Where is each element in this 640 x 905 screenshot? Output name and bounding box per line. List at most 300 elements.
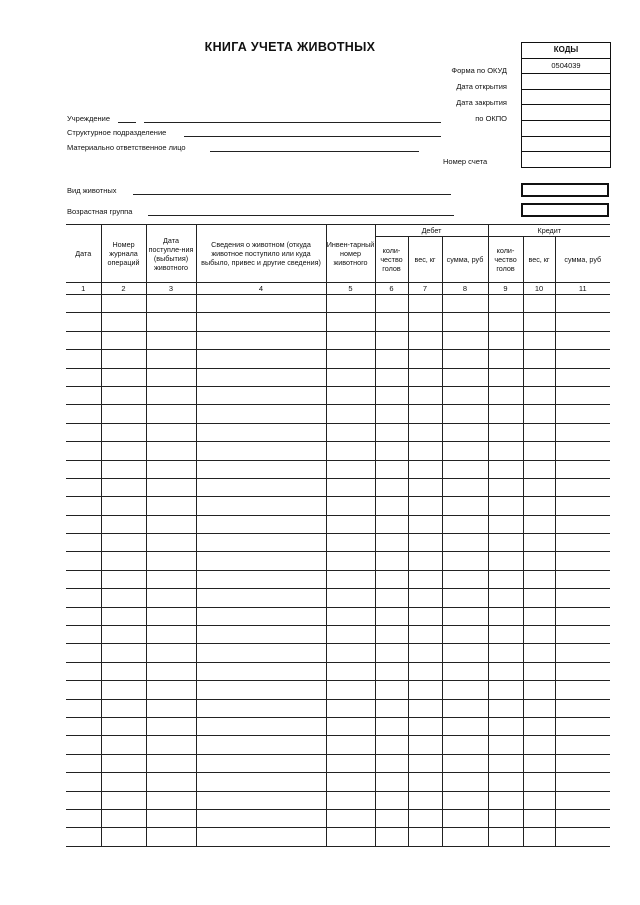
table-cell[interactable] — [442, 386, 488, 404]
table-cell[interactable] — [66, 681, 101, 699]
table-cell[interactable] — [555, 607, 610, 625]
table-cell[interactable] — [326, 681, 375, 699]
table-cell[interactable] — [375, 607, 408, 625]
table-cell[interactable] — [326, 478, 375, 496]
table-cell[interactable] — [555, 589, 610, 607]
table-cell[interactable] — [442, 809, 488, 827]
table-cell[interactable] — [555, 570, 610, 588]
table-cell[interactable] — [66, 570, 101, 588]
table-cell[interactable] — [196, 662, 326, 680]
table-cell[interactable] — [442, 754, 488, 772]
table-cell[interactable] — [196, 828, 326, 846]
table-cell[interactable] — [146, 607, 196, 625]
table-cell[interactable] — [375, 442, 408, 460]
table-cell[interactable] — [101, 607, 146, 625]
table-cell[interactable] — [146, 442, 196, 460]
table-cell[interactable] — [488, 442, 523, 460]
table-cell[interactable] — [488, 386, 523, 404]
table-cell[interactable] — [442, 313, 488, 331]
table-cell[interactable] — [66, 497, 101, 515]
table-cell[interactable] — [101, 828, 146, 846]
table-cell[interactable] — [66, 534, 101, 552]
table-cell[interactable] — [555, 552, 610, 570]
institution-line[interactable] — [144, 122, 441, 123]
table-cell[interactable] — [555, 313, 610, 331]
table-cell[interactable] — [523, 534, 555, 552]
table-cell[interactable] — [523, 809, 555, 827]
table-cell[interactable] — [146, 423, 196, 441]
age-group-code-box[interactable] — [521, 203, 609, 217]
table-cell[interactable] — [523, 828, 555, 846]
table-cell[interactable] — [555, 828, 610, 846]
table-cell[interactable] — [66, 736, 101, 754]
table-cell[interactable] — [101, 368, 146, 386]
table-cell[interactable] — [101, 478, 146, 496]
table-cell[interactable] — [375, 699, 408, 717]
table-cell[interactable] — [326, 331, 375, 349]
table-cell[interactable] — [488, 717, 523, 735]
table-cell[interactable] — [442, 828, 488, 846]
table-cell[interactable] — [326, 442, 375, 460]
table-cell[interactable] — [488, 681, 523, 699]
table-cell[interactable] — [101, 295, 146, 313]
table-cell[interactable] — [146, 313, 196, 331]
table-cell[interactable] — [146, 534, 196, 552]
table-cell[interactable] — [555, 809, 610, 827]
table-cell[interactable] — [555, 405, 610, 423]
table-cell[interactable] — [196, 570, 326, 588]
table-cell[interactable] — [555, 791, 610, 809]
table-cell[interactable] — [555, 442, 610, 460]
table-cell[interactable] — [488, 423, 523, 441]
table-cell[interactable] — [326, 497, 375, 515]
table-cell[interactable] — [146, 460, 196, 478]
table-cell[interactable] — [146, 570, 196, 588]
table-cell[interactable] — [101, 809, 146, 827]
table-cell[interactable] — [442, 699, 488, 717]
table-cell[interactable] — [442, 791, 488, 809]
table-cell[interactable] — [408, 717, 442, 735]
table-cell[interactable] — [326, 295, 375, 313]
table-cell[interactable] — [101, 773, 146, 791]
table-cell[interactable] — [375, 644, 408, 662]
table-cell[interactable] — [375, 662, 408, 680]
table-cell[interactable] — [555, 754, 610, 772]
table-cell[interactable] — [442, 478, 488, 496]
table-cell[interactable] — [101, 331, 146, 349]
table-cell[interactable] — [146, 828, 196, 846]
table-cell[interactable] — [375, 350, 408, 368]
table-cell[interactable] — [101, 497, 146, 515]
table-cell[interactable] — [146, 791, 196, 809]
table-cell[interactable] — [146, 644, 196, 662]
table-cell[interactable] — [66, 809, 101, 827]
table-cell[interactable] — [442, 405, 488, 423]
table-cell[interactable] — [523, 791, 555, 809]
table-cell[interactable] — [408, 809, 442, 827]
table-cell[interactable] — [375, 460, 408, 478]
table-cell[interactable] — [146, 478, 196, 496]
table-cell[interactable] — [408, 644, 442, 662]
table-cell[interactable] — [442, 295, 488, 313]
table-cell[interactable] — [326, 589, 375, 607]
table-cell[interactable] — [488, 754, 523, 772]
table-cell[interactable] — [523, 607, 555, 625]
table-cell[interactable] — [326, 570, 375, 588]
table-cell[interactable] — [101, 423, 146, 441]
table-cell[interactable] — [488, 589, 523, 607]
table-cell[interactable] — [555, 350, 610, 368]
okpo-field[interactable] — [522, 104, 610, 120]
table-cell[interactable] — [523, 331, 555, 349]
animal-type-code-box[interactable] — [521, 183, 609, 197]
table-cell[interactable] — [326, 791, 375, 809]
table-cell[interactable] — [523, 368, 555, 386]
table-cell[interactable] — [555, 386, 610, 404]
table-cell[interactable] — [488, 460, 523, 478]
table-cell[interactable] — [196, 478, 326, 496]
table-cell[interactable] — [101, 589, 146, 607]
table-cell[interactable] — [326, 773, 375, 791]
table-cell[interactable] — [555, 368, 610, 386]
table-cell[interactable] — [146, 809, 196, 827]
table-cell[interactable] — [408, 773, 442, 791]
table-cell[interactable] — [523, 662, 555, 680]
table-cell[interactable] — [326, 534, 375, 552]
table-cell[interactable] — [326, 350, 375, 368]
table-cell[interactable] — [488, 828, 523, 846]
table-cell[interactable] — [196, 350, 326, 368]
table-cell[interactable] — [196, 313, 326, 331]
table-cell[interactable] — [442, 626, 488, 644]
table-cell[interactable] — [442, 350, 488, 368]
table-cell[interactable] — [66, 350, 101, 368]
table-cell[interactable] — [442, 773, 488, 791]
table-cell[interactable] — [101, 534, 146, 552]
table-cell[interactable] — [442, 589, 488, 607]
table-cell[interactable] — [66, 331, 101, 349]
table-cell[interactable] — [488, 331, 523, 349]
table-cell[interactable] — [408, 626, 442, 644]
table-cell[interactable] — [375, 626, 408, 644]
table-cell[interactable] — [375, 423, 408, 441]
table-cell[interactable] — [442, 331, 488, 349]
table-cell[interactable] — [196, 405, 326, 423]
table-cell[interactable] — [101, 699, 146, 717]
table-cell[interactable] — [555, 626, 610, 644]
table-cell[interactable] — [555, 423, 610, 441]
table-cell[interactable] — [408, 295, 442, 313]
table-cell[interactable] — [555, 699, 610, 717]
table-cell[interactable] — [196, 773, 326, 791]
table-cell[interactable] — [555, 295, 610, 313]
table-cell[interactable] — [555, 717, 610, 735]
date-close-field[interactable] — [522, 89, 610, 105]
table-cell[interactable] — [488, 368, 523, 386]
table-cell[interactable] — [326, 809, 375, 827]
table-cell[interactable] — [375, 754, 408, 772]
table-cell[interactable] — [326, 662, 375, 680]
table-cell[interactable] — [523, 754, 555, 772]
table-cell[interactable] — [408, 534, 442, 552]
table-cell[interactable] — [408, 442, 442, 460]
table-cell[interactable] — [555, 662, 610, 680]
table-cell[interactable] — [375, 368, 408, 386]
table-cell[interactable] — [523, 626, 555, 644]
table-cell[interactable] — [101, 736, 146, 754]
table-cell[interactable] — [146, 736, 196, 754]
table-cell[interactable] — [523, 460, 555, 478]
table-cell[interactable] — [196, 386, 326, 404]
table-cell[interactable] — [523, 386, 555, 404]
table-cell[interactable] — [488, 791, 523, 809]
table-cell[interactable] — [326, 515, 375, 533]
table-cell[interactable] — [146, 552, 196, 570]
table-cell[interactable] — [326, 423, 375, 441]
table-cell[interactable] — [375, 386, 408, 404]
table-cell[interactable] — [326, 313, 375, 331]
table-cell[interactable] — [488, 626, 523, 644]
table-cell[interactable] — [66, 791, 101, 809]
table-cell[interactable] — [326, 717, 375, 735]
table-cell[interactable] — [326, 626, 375, 644]
table-cell[interactable] — [326, 460, 375, 478]
table-cell[interactable] — [408, 828, 442, 846]
table-cell[interactable] — [555, 331, 610, 349]
table-cell[interactable] — [146, 515, 196, 533]
table-cell[interactable] — [555, 681, 610, 699]
table-cell[interactable] — [66, 423, 101, 441]
table-cell[interactable] — [101, 386, 146, 404]
table-cell[interactable] — [66, 662, 101, 680]
okud-code-field[interactable]: 0504039 — [522, 58, 610, 74]
table-cell[interactable] — [408, 368, 442, 386]
table-cell[interactable] — [146, 331, 196, 349]
table-cell[interactable] — [66, 589, 101, 607]
table-cell[interactable] — [408, 497, 442, 515]
table-cell[interactable] — [442, 662, 488, 680]
table-cell[interactable] — [101, 313, 146, 331]
table-cell[interactable] — [488, 607, 523, 625]
table-cell[interactable] — [375, 313, 408, 331]
code-field-extra-1[interactable] — [522, 120, 610, 136]
table-cell[interactable] — [66, 773, 101, 791]
table-cell[interactable] — [442, 644, 488, 662]
table-cell[interactable] — [196, 515, 326, 533]
table-cell[interactable] — [101, 442, 146, 460]
table-cell[interactable] — [196, 681, 326, 699]
table-cell[interactable] — [488, 534, 523, 552]
table-cell[interactable] — [326, 405, 375, 423]
table-cell[interactable] — [408, 570, 442, 588]
table-cell[interactable] — [408, 754, 442, 772]
table-cell[interactable] — [196, 331, 326, 349]
table-cell[interactable] — [555, 736, 610, 754]
table-cell[interactable] — [375, 295, 408, 313]
table-cell[interactable] — [326, 386, 375, 404]
table-cell[interactable] — [196, 534, 326, 552]
table-cell[interactable] — [196, 442, 326, 460]
table-cell[interactable] — [196, 589, 326, 607]
table-cell[interactable] — [523, 295, 555, 313]
table-cell[interactable] — [101, 570, 146, 588]
table-cell[interactable] — [146, 754, 196, 772]
table-cell[interactable] — [66, 313, 101, 331]
table-cell[interactable] — [146, 699, 196, 717]
table-cell[interactable] — [375, 717, 408, 735]
table-cell[interactable] — [442, 368, 488, 386]
table-cell[interactable] — [408, 515, 442, 533]
table-cell[interactable] — [442, 534, 488, 552]
table-cell[interactable] — [66, 442, 101, 460]
table-cell[interactable] — [408, 331, 442, 349]
table-cell[interactable] — [408, 589, 442, 607]
table-cell[interactable] — [523, 644, 555, 662]
table-cell[interactable] — [523, 497, 555, 515]
table-cell[interactable] — [523, 313, 555, 331]
institution-code-line[interactable] — [118, 122, 136, 123]
table-cell[interactable] — [488, 662, 523, 680]
table-cell[interactable] — [523, 717, 555, 735]
table-cell[interactable] — [555, 460, 610, 478]
table-cell[interactable] — [442, 570, 488, 588]
table-cell[interactable] — [146, 350, 196, 368]
table-cell[interactable] — [523, 350, 555, 368]
table-cell[interactable] — [523, 773, 555, 791]
table-cell[interactable] — [408, 607, 442, 625]
table-cell[interactable] — [523, 699, 555, 717]
table-cell[interactable] — [375, 828, 408, 846]
table-cell[interactable] — [523, 589, 555, 607]
table-cell[interactable] — [326, 552, 375, 570]
table-cell[interactable] — [375, 331, 408, 349]
table-cell[interactable] — [488, 313, 523, 331]
table-cell[interactable] — [101, 791, 146, 809]
table-cell[interactable] — [101, 662, 146, 680]
table-cell[interactable] — [488, 736, 523, 754]
subdivision-line[interactable] — [184, 136, 441, 137]
table-cell[interactable] — [408, 699, 442, 717]
table-cell[interactable] — [196, 717, 326, 735]
table-cell[interactable] — [66, 368, 101, 386]
table-cell[interactable] — [375, 515, 408, 533]
table-cell[interactable] — [523, 405, 555, 423]
table-cell[interactable] — [101, 350, 146, 368]
table-cell[interactable] — [196, 552, 326, 570]
table-cell[interactable] — [523, 515, 555, 533]
table-cell[interactable] — [101, 644, 146, 662]
table-cell[interactable] — [442, 717, 488, 735]
table-cell[interactable] — [66, 478, 101, 496]
table-cell[interactable] — [523, 442, 555, 460]
table-cell[interactable] — [375, 478, 408, 496]
table-cell[interactable] — [196, 423, 326, 441]
account-field[interactable] — [522, 151, 610, 167]
table-cell[interactable] — [408, 791, 442, 809]
table-cell[interactable] — [196, 809, 326, 827]
table-cell[interactable] — [101, 754, 146, 772]
table-cell[interactable] — [523, 681, 555, 699]
table-cell[interactable] — [408, 313, 442, 331]
table-cell[interactable] — [488, 809, 523, 827]
table-cell[interactable] — [488, 405, 523, 423]
table-cell[interactable] — [488, 515, 523, 533]
table-cell[interactable] — [101, 405, 146, 423]
table-cell[interactable] — [146, 589, 196, 607]
table-cell[interactable] — [196, 644, 326, 662]
table-cell[interactable] — [375, 791, 408, 809]
table-cell[interactable] — [408, 405, 442, 423]
table-cell[interactable] — [488, 644, 523, 662]
table-cell[interactable] — [66, 405, 101, 423]
table-cell[interactable] — [408, 662, 442, 680]
table-cell[interactable] — [442, 607, 488, 625]
table-cell[interactable] — [101, 681, 146, 699]
table-cell[interactable] — [146, 497, 196, 515]
table-cell[interactable] — [555, 478, 610, 496]
table-cell[interactable] — [375, 589, 408, 607]
table-cell[interactable] — [101, 460, 146, 478]
table-cell[interactable] — [66, 754, 101, 772]
age-group-line[interactable] — [148, 215, 454, 216]
table-cell[interactable] — [408, 736, 442, 754]
table-cell[interactable] — [101, 717, 146, 735]
table-cell[interactable] — [146, 386, 196, 404]
table-cell[interactable] — [375, 534, 408, 552]
table-cell[interactable] — [101, 626, 146, 644]
table-cell[interactable] — [326, 368, 375, 386]
table-cell[interactable] — [146, 681, 196, 699]
date-open-field[interactable] — [522, 73, 610, 89]
table-cell[interactable] — [555, 497, 610, 515]
responsible-line[interactable] — [210, 151, 419, 152]
table-cell[interactable] — [375, 497, 408, 515]
table-cell[interactable] — [408, 460, 442, 478]
table-cell[interactable] — [488, 478, 523, 496]
table-cell[interactable] — [375, 773, 408, 791]
table-cell[interactable] — [523, 423, 555, 441]
table-cell[interactable] — [146, 626, 196, 644]
table-cell[interactable] — [523, 570, 555, 588]
animal-type-line[interactable] — [133, 194, 451, 195]
table-cell[interactable] — [196, 607, 326, 625]
table-cell[interactable] — [523, 478, 555, 496]
table-cell[interactable] — [146, 405, 196, 423]
table-cell[interactable] — [101, 515, 146, 533]
table-cell[interactable] — [488, 497, 523, 515]
table-cell[interactable] — [488, 295, 523, 313]
table-cell[interactable] — [408, 681, 442, 699]
table-cell[interactable] — [408, 478, 442, 496]
table-cell[interactable] — [146, 662, 196, 680]
table-cell[interactable] — [196, 626, 326, 644]
table-cell[interactable] — [66, 552, 101, 570]
table-cell[interactable] — [488, 773, 523, 791]
table-cell[interactable] — [488, 570, 523, 588]
table-cell[interactable] — [196, 460, 326, 478]
table-cell[interactable] — [375, 681, 408, 699]
table-cell[interactable] — [66, 515, 101, 533]
table-cell[interactable] — [66, 626, 101, 644]
table-cell[interactable] — [408, 423, 442, 441]
table-cell[interactable] — [66, 828, 101, 846]
table-cell[interactable] — [146, 295, 196, 313]
table-cell[interactable] — [326, 699, 375, 717]
table-cell[interactable] — [101, 552, 146, 570]
table-cell[interactable] — [488, 552, 523, 570]
table-cell[interactable] — [326, 736, 375, 754]
table-cell[interactable] — [408, 350, 442, 368]
